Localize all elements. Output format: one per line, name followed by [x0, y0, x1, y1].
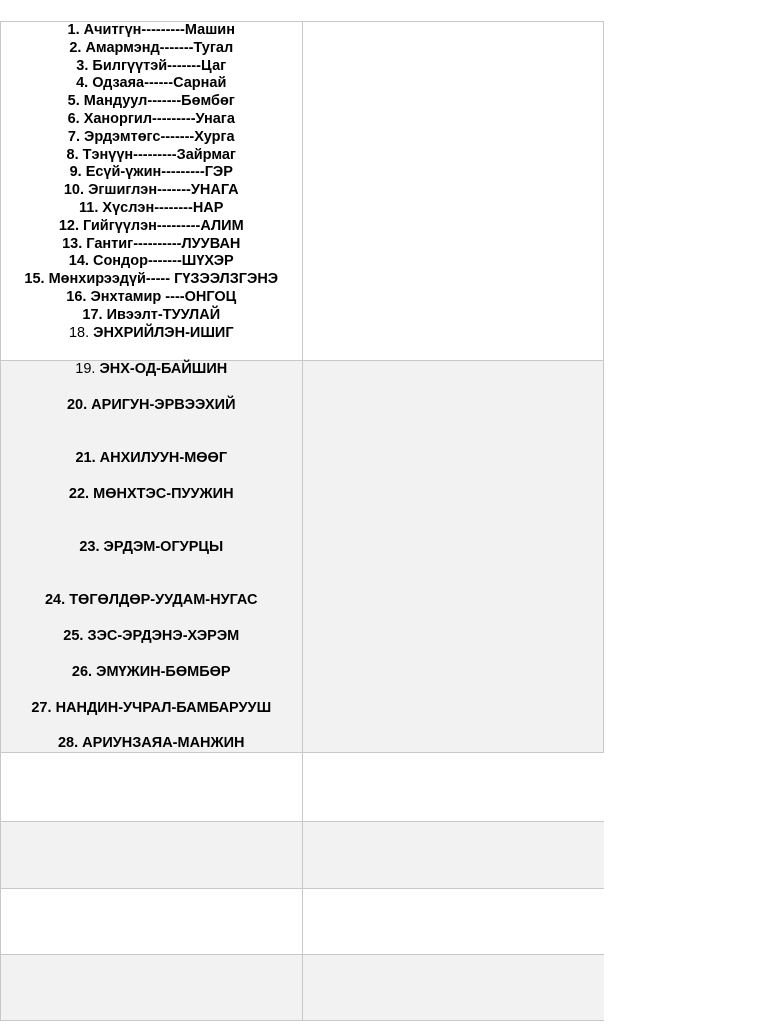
table-cell-list-bottom — [1, 361, 303, 753]
list-item — [1, 486, 302, 503]
list-item-text: Тэнүүн---------Зайрмаг — [82, 146, 236, 163]
list-item-number: 21. — [75, 450, 96, 466]
list-item-text: АНХИЛУУН-МӨӨГ — [99, 450, 228, 466]
list-item-number: 25. — [63, 628, 84, 644]
list-item-number: 13. — [62, 235, 83, 252]
list-item — [1, 289, 302, 307]
list-item-text: ЭРДЭМ-ОГУРЦЫ — [103, 539, 224, 555]
list-item — [1, 129, 302, 147]
table-cell-empty — [302, 889, 604, 955]
list-item-text: Мандуул-------Бөмбөг — [83, 93, 235, 110]
list-item-text: Билгүүтэй-------Цаг — [92, 57, 227, 74]
list-item-number: 23. — [79, 539, 100, 555]
list-item — [1, 361, 302, 378]
table-cell-empty — [302, 955, 604, 1021]
table-cell-empty — [302, 753, 604, 822]
list-item-number: 20. — [66, 397, 88, 413]
list-item — [1, 271, 302, 289]
list-item — [1, 93, 302, 111]
list-item-number: 12. — [58, 217, 79, 234]
list-item — [1, 218, 302, 236]
list-item-text: Ивээлт-ТУУЛАЙ — [106, 306, 221, 323]
list-item-number: 16. — [66, 288, 87, 305]
list-item — [1, 397, 302, 414]
list-item-text: Энхтамир ----ОНГОЦ — [90, 288, 237, 305]
list-item-text: АРИГУН-ЭРВЭЭХИЙ — [91, 397, 236, 413]
list-item-number: 19. — [75, 361, 96, 377]
list-item-text: НАНДИН-УЧРАЛ-БАМБАРУУШ — [55, 700, 272, 716]
list-item — [1, 236, 302, 254]
table-cell-empty — [302, 822, 604, 889]
table-cell-empty — [1, 889, 303, 955]
names-list-bottom — [1, 361, 302, 752]
list-item-number: 11. — [79, 199, 99, 216]
list-item-number: 14. — [68, 253, 89, 270]
list-item-number: 7. — [67, 128, 80, 145]
list-item-text: Одзаяа------Сарнай — [92, 75, 227, 92]
list-item-number: 18. — [68, 324, 90, 341]
list-item-text: Ханоргил---------Унага — [83, 110, 235, 127]
list-item-text: Хүслэн--------НАР — [102, 199, 224, 216]
table-row — [1, 889, 604, 955]
list-item-number: 1. — [67, 22, 80, 38]
names-list-top — [1, 22, 302, 342]
table-cell-empty — [1, 753, 303, 822]
list-item-number: 15. — [24, 271, 45, 288]
table-row — [1, 822, 604, 889]
list-item-text: Амармэнд-------Тугал — [85, 39, 234, 56]
list-item-number: 17. — [82, 306, 103, 323]
list-item-text: ТӨГӨЛДӨР-УУДАМ-НУГАС — [69, 592, 258, 608]
list-item-text: Ачитгүн---------Машин — [83, 22, 235, 38]
list-item — [1, 200, 302, 218]
list-item — [1, 111, 302, 129]
list-item — [1, 735, 302, 752]
list-item — [1, 700, 302, 717]
list-item — [1, 147, 302, 165]
list-item-text: Эгшиглэн-------УНАГА — [88, 182, 239, 199]
list-item-text: Сондор-------ШҮХЭР — [92, 253, 234, 270]
table-row — [1, 955, 604, 1021]
table-row — [1, 361, 604, 753]
list-item-text: Гийгүүлэн---------АЛИМ — [83, 217, 244, 234]
list-item — [1, 40, 302, 58]
list-item-number: 24. — [44, 592, 66, 608]
list-item-text: Эрдэмтөгс-------Хурга — [84, 128, 235, 145]
list-item — [1, 182, 302, 200]
list-item-number: 27. — [31, 700, 52, 716]
list-item-number: 3. — [76, 57, 89, 74]
list-item-number: 2. — [69, 39, 82, 56]
list-item-number: 6. — [67, 110, 80, 127]
list-item-text: Есүй-үжин---------ГЭР — [85, 164, 233, 181]
list-item — [1, 75, 302, 93]
list-item — [1, 164, 302, 182]
table-cell-empty — [1, 822, 303, 889]
list-item — [1, 450, 302, 467]
list-item — [1, 253, 302, 271]
list-item — [1, 307, 302, 325]
list-item-number: 22. — [68, 486, 90, 502]
list-item-number: 8. — [66, 146, 79, 163]
list-item-text: МӨНХТЭС-ПУУЖИН — [93, 486, 234, 502]
table-cell-empty — [302, 22, 604, 361]
table-row — [1, 753, 604, 822]
list-item-number: 5. — [67, 93, 80, 110]
list-item-text: ЭНХ-ОД-БАЙШИН — [99, 361, 228, 377]
list-item-number: 10. — [63, 182, 85, 199]
list-item-number: 28. — [57, 735, 79, 751]
table-cell-list-top — [1, 22, 303, 361]
table-row — [1, 22, 604, 361]
list-item-text: ЗЭС-ЭРДЭНЭ-ХЭРЭМ — [87, 628, 240, 644]
list-item — [1, 58, 302, 76]
names-table — [0, 21, 604, 1021]
list-item — [1, 628, 302, 645]
list-item — [1, 539, 302, 556]
list-item — [1, 592, 302, 609]
list-item — [1, 22, 302, 40]
list-item-text: АРИУНЗАЯА-МАНЖИН — [82, 735, 245, 751]
table-cell-empty — [302, 361, 604, 753]
list-item — [1, 325, 302, 343]
table-cell-empty — [1, 955, 303, 1021]
list-item-text: ЭМҮЖИН-БӨМБӨР — [96, 664, 231, 680]
list-item-text: ЭНХРИЙЛЭН-ИШИГ — [93, 324, 234, 341]
list-item-number: 26. — [71, 664, 93, 680]
list-item-number: 9. — [69, 164, 82, 181]
list-item-text: Гантиг----------ЛУУВАН — [86, 235, 241, 252]
list-item — [1, 664, 302, 681]
list-item-text: Мөнхирээдүй----- ГҮЗЭЭЛЗГЭНЭ — [48, 271, 279, 288]
list-item-number: 4. — [76, 75, 89, 92]
